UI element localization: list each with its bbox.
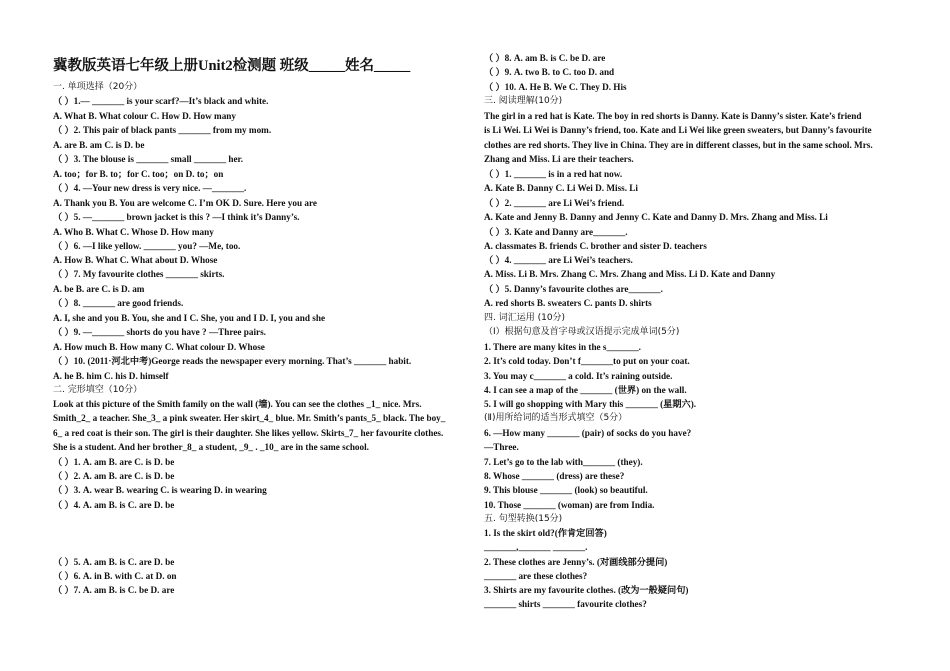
right-line-24: 5. I will go shopping with Mary this _______ (星期六). bbox=[484, 399, 697, 409]
left-line-25: 6_ a red coat is their son. The girl is their daughter. She likes yellow. Skirts_7_ her favourite clothes. bbox=[53, 428, 444, 438]
right-line-3: 三. 阅读理解(10分) bbox=[484, 96, 563, 106]
right-line-1: （ ）9. A. two B. to C. too D. and bbox=[484, 67, 615, 77]
right-line-22: 3. You may c_______ a cold. It’s raining outside. bbox=[484, 371, 673, 381]
right-line-28: 7. Let’s go to the lab with_______ (they). bbox=[484, 457, 643, 467]
left-line-22: 二. 完形填空（10分） bbox=[53, 385, 143, 395]
right-line-20: 1. There are many kites in the s_______. bbox=[484, 342, 641, 352]
left-line-18: （ ）9. —_______ shorts do you have ? —Three pairs. bbox=[53, 327, 266, 337]
right-line-36: _______ are these clothes? bbox=[484, 571, 588, 581]
right-line-26: 6. —How many _______ (pair) of socks do you have? bbox=[484, 428, 692, 438]
left-line-26: She is a student. And her brother_8_ a student, _9_ . _10_ are in the same school. bbox=[53, 442, 369, 452]
left-line-13: A. How B. What C. What about D. Whose bbox=[53, 255, 218, 265]
left-line-23: Look at this picture of the Smith family on the wall (墙). You can see the clothes _1_ nice. Mrs. bbox=[53, 399, 422, 409]
right-line-13: A. classmates B. friends C. brother and sister D. teachers bbox=[484, 241, 707, 251]
right-line-37: 3. Shirts are my favourite clothes. (改为一般疑问句) bbox=[484, 585, 689, 595]
right-line-11: A. Kate and Jenny B. Danny and Jenny C. Kate and Danny D. Mrs. Zhang and Miss. Li bbox=[484, 212, 828, 222]
left-line-9: A. Thank you B. You are welcome C. I’m OK D. Sure. Here you are bbox=[53, 198, 317, 208]
right-line-21: 2. It’s cold today. Don’t f_______to put on your coat. bbox=[484, 356, 690, 366]
right-line-25: (Ⅱ)用所给词的适当形式填空（5分） bbox=[484, 413, 628, 423]
left-line-32: （ ）6. A. in B. with C. at D. on bbox=[53, 571, 177, 581]
left-line-28: （ ）2. A. am B. are C. is D. be bbox=[53, 471, 175, 481]
right-line-10: （ ）2. _______ are Li Wei’s friend. bbox=[484, 198, 625, 208]
left-line-5: A. are B. am C. is D. be bbox=[53, 140, 145, 150]
right-line-38: _______ shirts _______ favourite clothes? bbox=[484, 599, 647, 609]
right-line-15: A. Miss. Li B. Mrs. Zhang C. Mrs. Zhang and Miss. Li D. Kate and Danny bbox=[484, 269, 776, 279]
right-line-12: （ ）3. Kate and Danny are_______. bbox=[484, 227, 628, 237]
left-line-1: 一. 单项选择（20分） bbox=[53, 82, 143, 92]
left-line-2: （ ）1.— _______ is your scarf?—It’s black and white. bbox=[53, 96, 269, 106]
right-line-16: （ ）5. Danny’s favourite clothes are_______. bbox=[484, 284, 663, 294]
left-line-15: A. be B. are C. is D. am bbox=[53, 284, 145, 294]
left-line-6: （ ）3. The blouse is _______ small _______ her. bbox=[53, 154, 244, 164]
right-line-18: 四. 词汇运用 (10分) bbox=[484, 313, 566, 323]
right-line-19: （Ⅰ）根据句意及首字母或汉语提示完成单词(5分) bbox=[484, 327, 680, 337]
left-line-11: A. Who B. What C. Whose D. How many bbox=[53, 227, 214, 237]
right-line-14: （ ）4. _______ are Li Wei’s teachers. bbox=[484, 255, 633, 265]
right-line-30: 9. This blouse _______ (look) so beautiful. bbox=[484, 485, 648, 495]
right-line-2: （ ）10. A. He B. We C. They D. His bbox=[484, 82, 627, 92]
right-line-4: The girl in a red hat is Kate. The boy in red shorts is Danny. Kate is Danny’s sister. Kate’s friend bbox=[484, 111, 862, 121]
right-line-23: 4. I can see a map of the _______ (世界) on the wall. bbox=[484, 385, 687, 395]
right-line-0: （ ）8. A. am B. is C. be D. are bbox=[484, 53, 606, 63]
left-line-16: （ ）8. _______ are good friends. bbox=[53, 298, 184, 308]
right-line-34: _______,_______ _______. bbox=[484, 542, 588, 552]
right-line-7: Zhang and Miss. Li are their teachers. bbox=[484, 154, 634, 164]
left-line-8: （ ）4. —Your new dress is very nice. —_______. bbox=[53, 183, 247, 193]
right-line-6: clothes are red shorts. They live in China. They are in different classes, but in the same school. Mrs. bbox=[484, 140, 873, 150]
left-line-10: （ ）5. —_______ brown jacket is this ? —I think it’s Danny’s. bbox=[53, 212, 300, 222]
left-line-24: Smith_2_ a teacher. She_3_ a pink sweater. Her skirt_4_ blue. Mr. Smith’s pants_5_ black. The boy_ bbox=[53, 413, 446, 423]
right-line-31: 10. Those _______ (woman) are from India. bbox=[484, 500, 655, 510]
left-line-7: A. too；for B. to；for C. too；on D. to；on bbox=[53, 169, 224, 179]
left-line-29: （ ）3. A. wear B. wearing C. is wearing D. in wearing bbox=[53, 485, 267, 495]
right-line-32: 五. 句型转换(15分) bbox=[484, 514, 563, 524]
left-line-19: A. How much B. How many C. What colour D. Whose bbox=[53, 342, 265, 352]
left-line-31: （ ）5. A. am B. is C. are D. be bbox=[53, 557, 175, 567]
right-line-8: （ ）1. _______ is in a red hat now. bbox=[484, 169, 623, 179]
left-line-30: （ ）4. A. am B. is C. are D. be bbox=[53, 500, 175, 510]
left-line-0: 冀教版英语七年级上册Unit2检测题 班级_____姓名_____ bbox=[53, 58, 411, 74]
right-line-17: A. red shorts B. sweaters C. pants D. shirts bbox=[484, 298, 652, 308]
right-line-33: 1. Is the skirt old?(作肯定回答) bbox=[484, 528, 607, 538]
left-line-20: （ ）10. (2011·河北中考)George reads the newspaper every morning. That’s _______ habit. bbox=[53, 356, 412, 366]
left-line-4: （ ）2. This pair of black pants _______ from my mom. bbox=[53, 125, 272, 135]
left-line-14: （ ）7. My favourite clothes _______ skirts. bbox=[53, 269, 225, 279]
right-line-35: 2. These clothes are Jenny’s. (对画线部分提问) bbox=[484, 557, 668, 567]
left-line-21: A. he B. him C. his D. himself bbox=[53, 371, 169, 381]
left-line-17: A. I, she and you B. You, she and I C. She, you and I D. I, you and she bbox=[53, 313, 326, 323]
left-line-12: （ ）6. —I like yellow. _______ you? —Me, too. bbox=[53, 241, 241, 251]
right-line-27: —Three. bbox=[484, 442, 519, 452]
left-line-33: （ ）7. A. am B. is C. be D. are bbox=[53, 585, 175, 595]
right-line-5: is Li Wei. Li Wei is Danny’s friend, too. Kate and Li Wei like green sweaters, but Danny’s favourite bbox=[484, 125, 872, 135]
left-line-27: （ ）1. A. am B. are C. is D. be bbox=[53, 457, 175, 467]
left-line-3: A. What B. What colour C. How D. How many bbox=[53, 111, 237, 121]
right-line-29: 8. Whose _______ (dress) are these? bbox=[484, 471, 625, 481]
right-line-9: A. Kate B. Danny C. Li Wei D. Miss. Li bbox=[484, 183, 638, 193]
